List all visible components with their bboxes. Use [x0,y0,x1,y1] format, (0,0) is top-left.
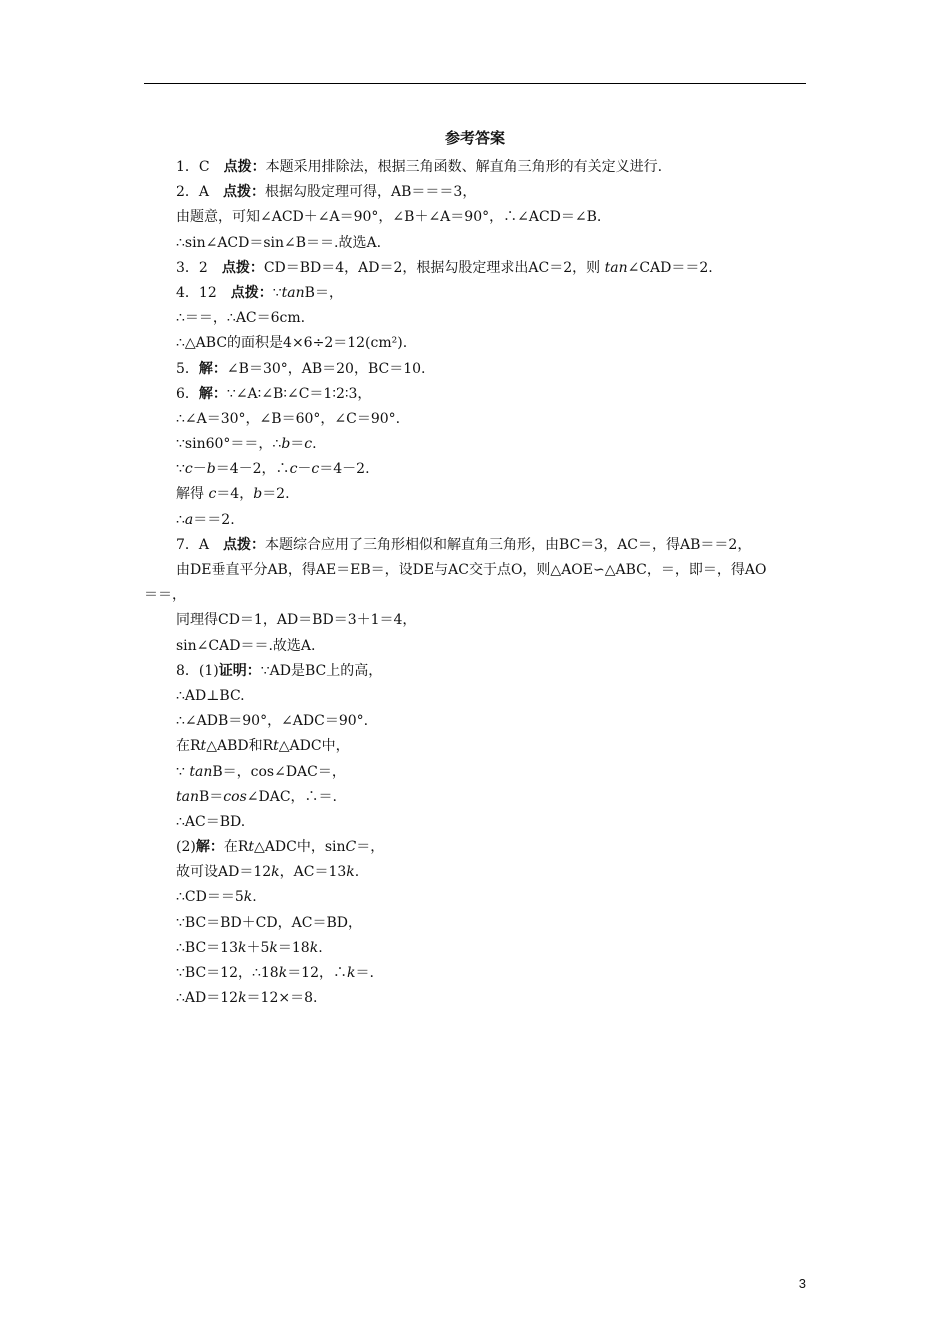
answer-text: tan [281,284,305,301]
answer-text: t [273,738,279,755]
answer-label: 解： [198,385,227,402]
answer-text: . [312,436,317,453]
answer-label: 点拨： [223,536,266,553]
answer-text: k [278,965,288,981]
answer-line [144,357,806,382]
answer-label: 证明： [218,662,261,679]
answer-line [144,835,806,860]
answer-line [144,961,806,986]
answer-text: 由DE垂直平分AB，得AE＝EB＝，设DE与AC交于点O，则△AOE∽△ABC，＝，即＝，得AO [176,562,767,578]
answer-line [144,734,806,759]
answer-text: ，AC＝13 [279,864,347,881]
answer-text: 6． [176,385,199,402]
answer-text: ∠CAD＝＝2. [627,259,713,276]
answer-text: t [248,839,255,856]
answer-text: 5． [176,360,199,377]
answer-line [144,407,806,432]
answer-text: k [347,965,356,981]
answer-text: △ADC中，sin [254,839,346,856]
answer-text: － [297,461,312,478]
answer-text: c [208,486,217,503]
answer-text: ∴ [176,511,185,528]
answer-text: ∴△ABC的面积是4×6÷2＝12(cm²). [176,335,408,352]
answer-text: ＝4， [216,486,254,503]
answer-line [144,205,806,230]
answer-text: ∠DAC，∴＝. [246,788,337,805]
answer-text: ＝12×＝8. [246,990,318,1007]
answer-line [144,608,806,633]
answer-line [144,533,806,558]
answer-line [144,432,806,457]
answer-text: B＝，cos∠DAC＝， [212,763,346,780]
answer-line [144,986,806,1011]
answer-text: ∵BC＝12，∴18 [176,965,279,981]
answer-text: CD＝BD＝4，AD＝2，根据勾股定理求出AC＝2，则 [263,259,605,276]
page-title: 参考答案 [444,129,505,147]
answer-text: k [269,939,278,956]
answer-text: 根据勾股定理可得，AB＝＝＝3， [265,184,477,201]
answer-text: ∵ [176,763,190,780]
answer-text: 7．A [176,536,224,553]
answer-text: (2) [176,839,196,856]
answer-text: 1．C [176,159,224,175]
answer-text: ∴AD⊥BC. [176,687,245,704]
answer-line [144,180,806,205]
answer-line [144,231,806,256]
answer-text: ∵AD是BC上的高， [260,662,383,679]
answer-line [144,382,806,407]
answer-text: k [238,990,247,1007]
answer-text: C [345,839,357,856]
answer-text: 由题意，可知∠ACD＋∠A＝90°，∠B＋∠A＝90°，∴∠ACD＝∠B. [176,209,602,226]
answer-text: ＝＝2. [193,511,235,528]
answer-text: b [253,486,263,503]
answer-text: ＝. [355,965,374,981]
answer-line [144,936,806,961]
answer-line [144,457,806,482]
answer-text: cos [223,788,247,805]
answer-text: sin∠CAD＝＝.故选A. [176,637,316,654]
answer-text: k [271,864,280,881]
answer-text: 在R [176,738,201,755]
answer-text: △ABD和R [206,738,274,755]
answer-text: tan [604,259,628,276]
answer-text: ∴sin∠ACD＝sin∠B＝＝.故选A. [176,234,382,251]
answer-text: 4．12 [176,284,231,301]
answer-line [144,709,806,734]
answer-text: a [184,511,194,528]
answer-text: ∵sin60°＝＝，∴ [176,436,282,453]
answer-text: △ADC中， [278,738,350,755]
answer-text: ＝4－2，∴ [215,461,290,478]
answer-line [144,860,806,885]
answer-text: 2．A [176,184,224,201]
answer-text: ＝4－2. [319,461,370,478]
answer-label: 解： [195,839,224,856]
answer-line [144,785,806,810]
answer-text: ＝＝， [144,587,186,604]
answer-line [144,634,806,659]
answer-text: ∴AD＝12 [176,990,239,1007]
answer-label: 点拨： [223,184,266,201]
answer-text: c [304,436,313,453]
answer-text: B＝， [304,284,343,301]
answer-line [144,810,806,835]
answer-label: 点拨： [221,259,264,276]
answer-text: 8．(1) [176,662,219,679]
answer-text: ∴BC＝13 [176,939,238,956]
answer-text: ∵BC＝BD＋CD，AC＝BD， [176,914,362,931]
answer-line [144,508,806,533]
answer-text: ∴∠A＝30°，∠B＝60°，∠C＝90°. [176,410,401,427]
answer-text: ∠B＝30°，AB＝20，BC＝10. [226,360,426,377]
answer-text: ∴CD＝＝5 [176,889,244,906]
answer-text: ∵ [272,284,282,301]
answer-text: 3．2 [176,259,222,276]
answer-text: c [289,461,298,478]
answer-text: ∴＝＝，∴AC＝6cm. [176,310,306,327]
answer-text: 故可设AD＝12 [176,864,272,881]
answer-line [144,885,806,910]
answer-text: ＝12，∴ [287,965,348,981]
answer-line [144,659,806,684]
answer-text: 本题综合应用了三角形相似和解直角三角形，由BC＝3，AC＝，得AB＝＝2， [265,536,752,553]
answer-text: 解得 [176,486,209,503]
answer-text: ＝ [290,436,305,453]
answer-label: 解： [198,360,227,377]
page-number: 3 [798,1276,806,1291]
answer-text: ∴∠ADB＝90°，∠ADC＝90°. [176,713,369,730]
answer-text: ∵∠A∶∠B∶∠C＝1∶2∶3， [226,385,372,402]
answer-text: tan [189,763,213,780]
answer-line [144,331,806,356]
answer-text: B＝ [199,788,224,805]
answer-label: 点拨： [230,284,273,301]
answer-text: 在R [223,839,249,856]
answer-text: k [346,864,355,881]
answer-line [144,256,806,281]
answer-line [144,583,806,608]
answer-line [144,482,806,507]
answer-text: tan [176,788,199,805]
answer-text: ＋5 [246,939,270,956]
answer-line [144,281,806,306]
answer-text: ＝2. [262,486,290,503]
answer-line [144,911,806,936]
answer-text: ∴AC＝BD. [176,813,246,830]
answer-text: 同理得CD＝1，AD＝BD＝3＋1＝4， [176,612,417,629]
answer-line [144,760,806,785]
answer-line [144,558,806,583]
answer-text: t [200,738,207,755]
answer-text: － [192,461,207,478]
answer-text: k [243,889,253,906]
answer-text: c [311,461,320,478]
header-rule [144,83,806,84]
answer-text: . [252,889,257,906]
answer-text: . [354,864,360,881]
answer-text: b [206,461,216,478]
answer-label: 点拨： [223,159,266,175]
answer-line [144,155,806,180]
answer-text: c [184,461,193,478]
answer-text: ∵ [176,461,185,478]
answer-line [144,306,806,331]
answer-text: k [309,939,319,956]
answer-text: 本题采用排除法，根据三角函数、解直角三角形的有关定义进行. [265,159,663,175]
answer-content [144,155,806,1011]
answer-text: ＝， [356,839,385,856]
answer-text: ＝18 [277,939,310,956]
answer-text: k [237,939,247,956]
answer-line [144,684,806,709]
answer-text: b [281,436,291,453]
answer-text: . [318,939,323,956]
